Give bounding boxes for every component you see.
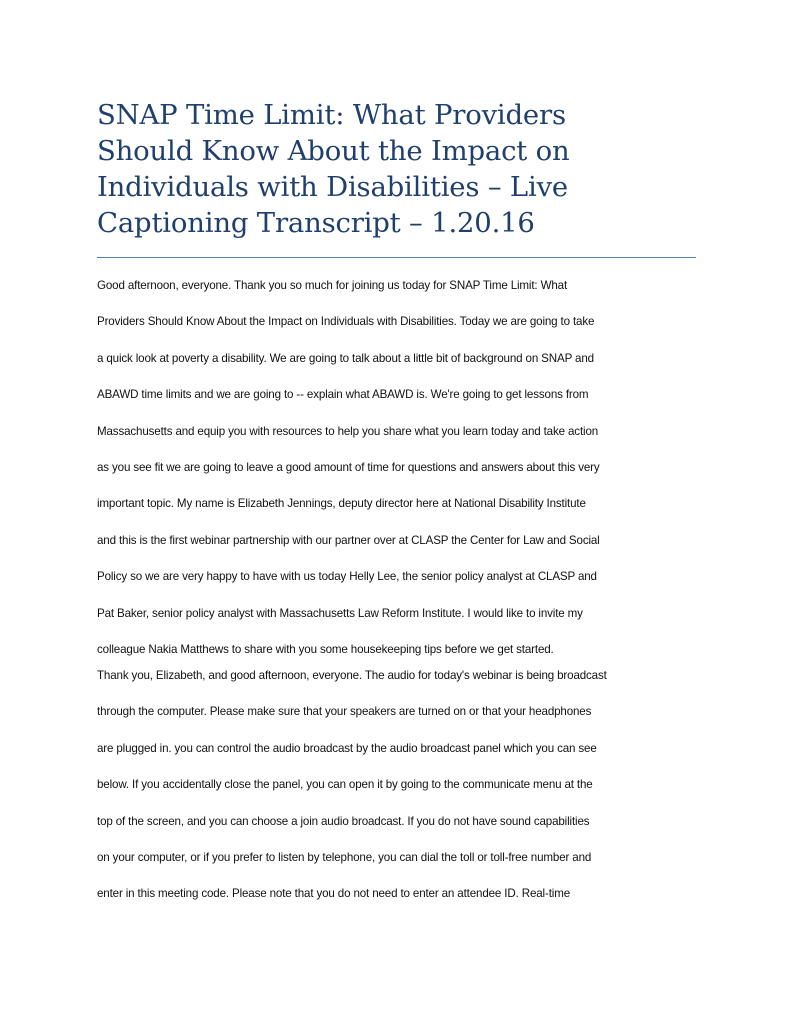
text-line: Good afternoon, everyone. Thank you so much for joining us today for SNAP Time Limit: What [97,279,568,292]
paragraph-2 [97,666,697,921]
text-line: are plugged in. you can control the audio broadcast by the audio broadcast panel which you can see [97,741,597,755]
title-line: Should Know About the Impact on [97,135,570,167]
text-line: Massachusetts and equip you with resources to help you share what you learn today and take action [97,424,599,438]
text-line: important topic. My name is Elizabeth Jennings, deputy director here at National Disability Institute [97,497,586,511]
text-line: and this is the first webinar partnership with our partner over at CLASP the Center for Law and Social [97,533,600,547]
text-line: enter in this meeting code. Please note that you do not need to enter an attendee ID. Real-time [97,887,570,901]
text-line: as you see fit we are going to leave a good amount of time for questions and answers about this very [97,460,600,474]
text-line: through the computer. Please make sure that your speakers are turned on or that your headphones [97,705,592,719]
text-line: ABAWD time limits and we are going to -- explain what ABAWD is. We're going to get lessons from [97,388,589,402]
text-line: Policy so we are very happy to have with us today Helly Lee, the senior policy analyst at CLASP and [97,570,597,584]
document-title [97,97,697,241]
text-line: Thank you, Elizabeth, and good afternoon, everyone. The audio for today's webinar is being broadcast [97,669,607,682]
title-block [97,97,697,241]
text-line: Providers Should Know About the Impact on Individuals with Disabilities. Today we are going to take [97,315,595,329]
text-line: top of the screen, and you can choose a join audio broadcast. If you do not have sound capabilities [97,814,590,828]
title-underline-rule [97,257,696,258]
text-line: below. If you accidentally close the panel, you can open it by going to the communicate menu at the [97,778,593,792]
paragraph-1 [97,276,697,676]
title-line: Captioning Transcript – 1.20.16 [97,207,535,239]
text-line: colleague Nakia Matthews to share with you some housekeeping tips before we get started. [97,642,554,656]
text-line: a quick look at poverty a disability. We are going to talk about a little bit of background on SNAP and [97,351,594,365]
text-line: Pat Baker, senior policy analyst with Massachusetts Law Reform Institute. I would like to invite my [97,606,583,620]
text-line: on your computer, or if you prefer to listen by telephone, you can dial the toll or toll-free number and [97,850,592,864]
title-line: SNAP Time Limit: What Providers [97,99,566,131]
title-line: Individuals with Disabilities – Live [97,171,568,203]
